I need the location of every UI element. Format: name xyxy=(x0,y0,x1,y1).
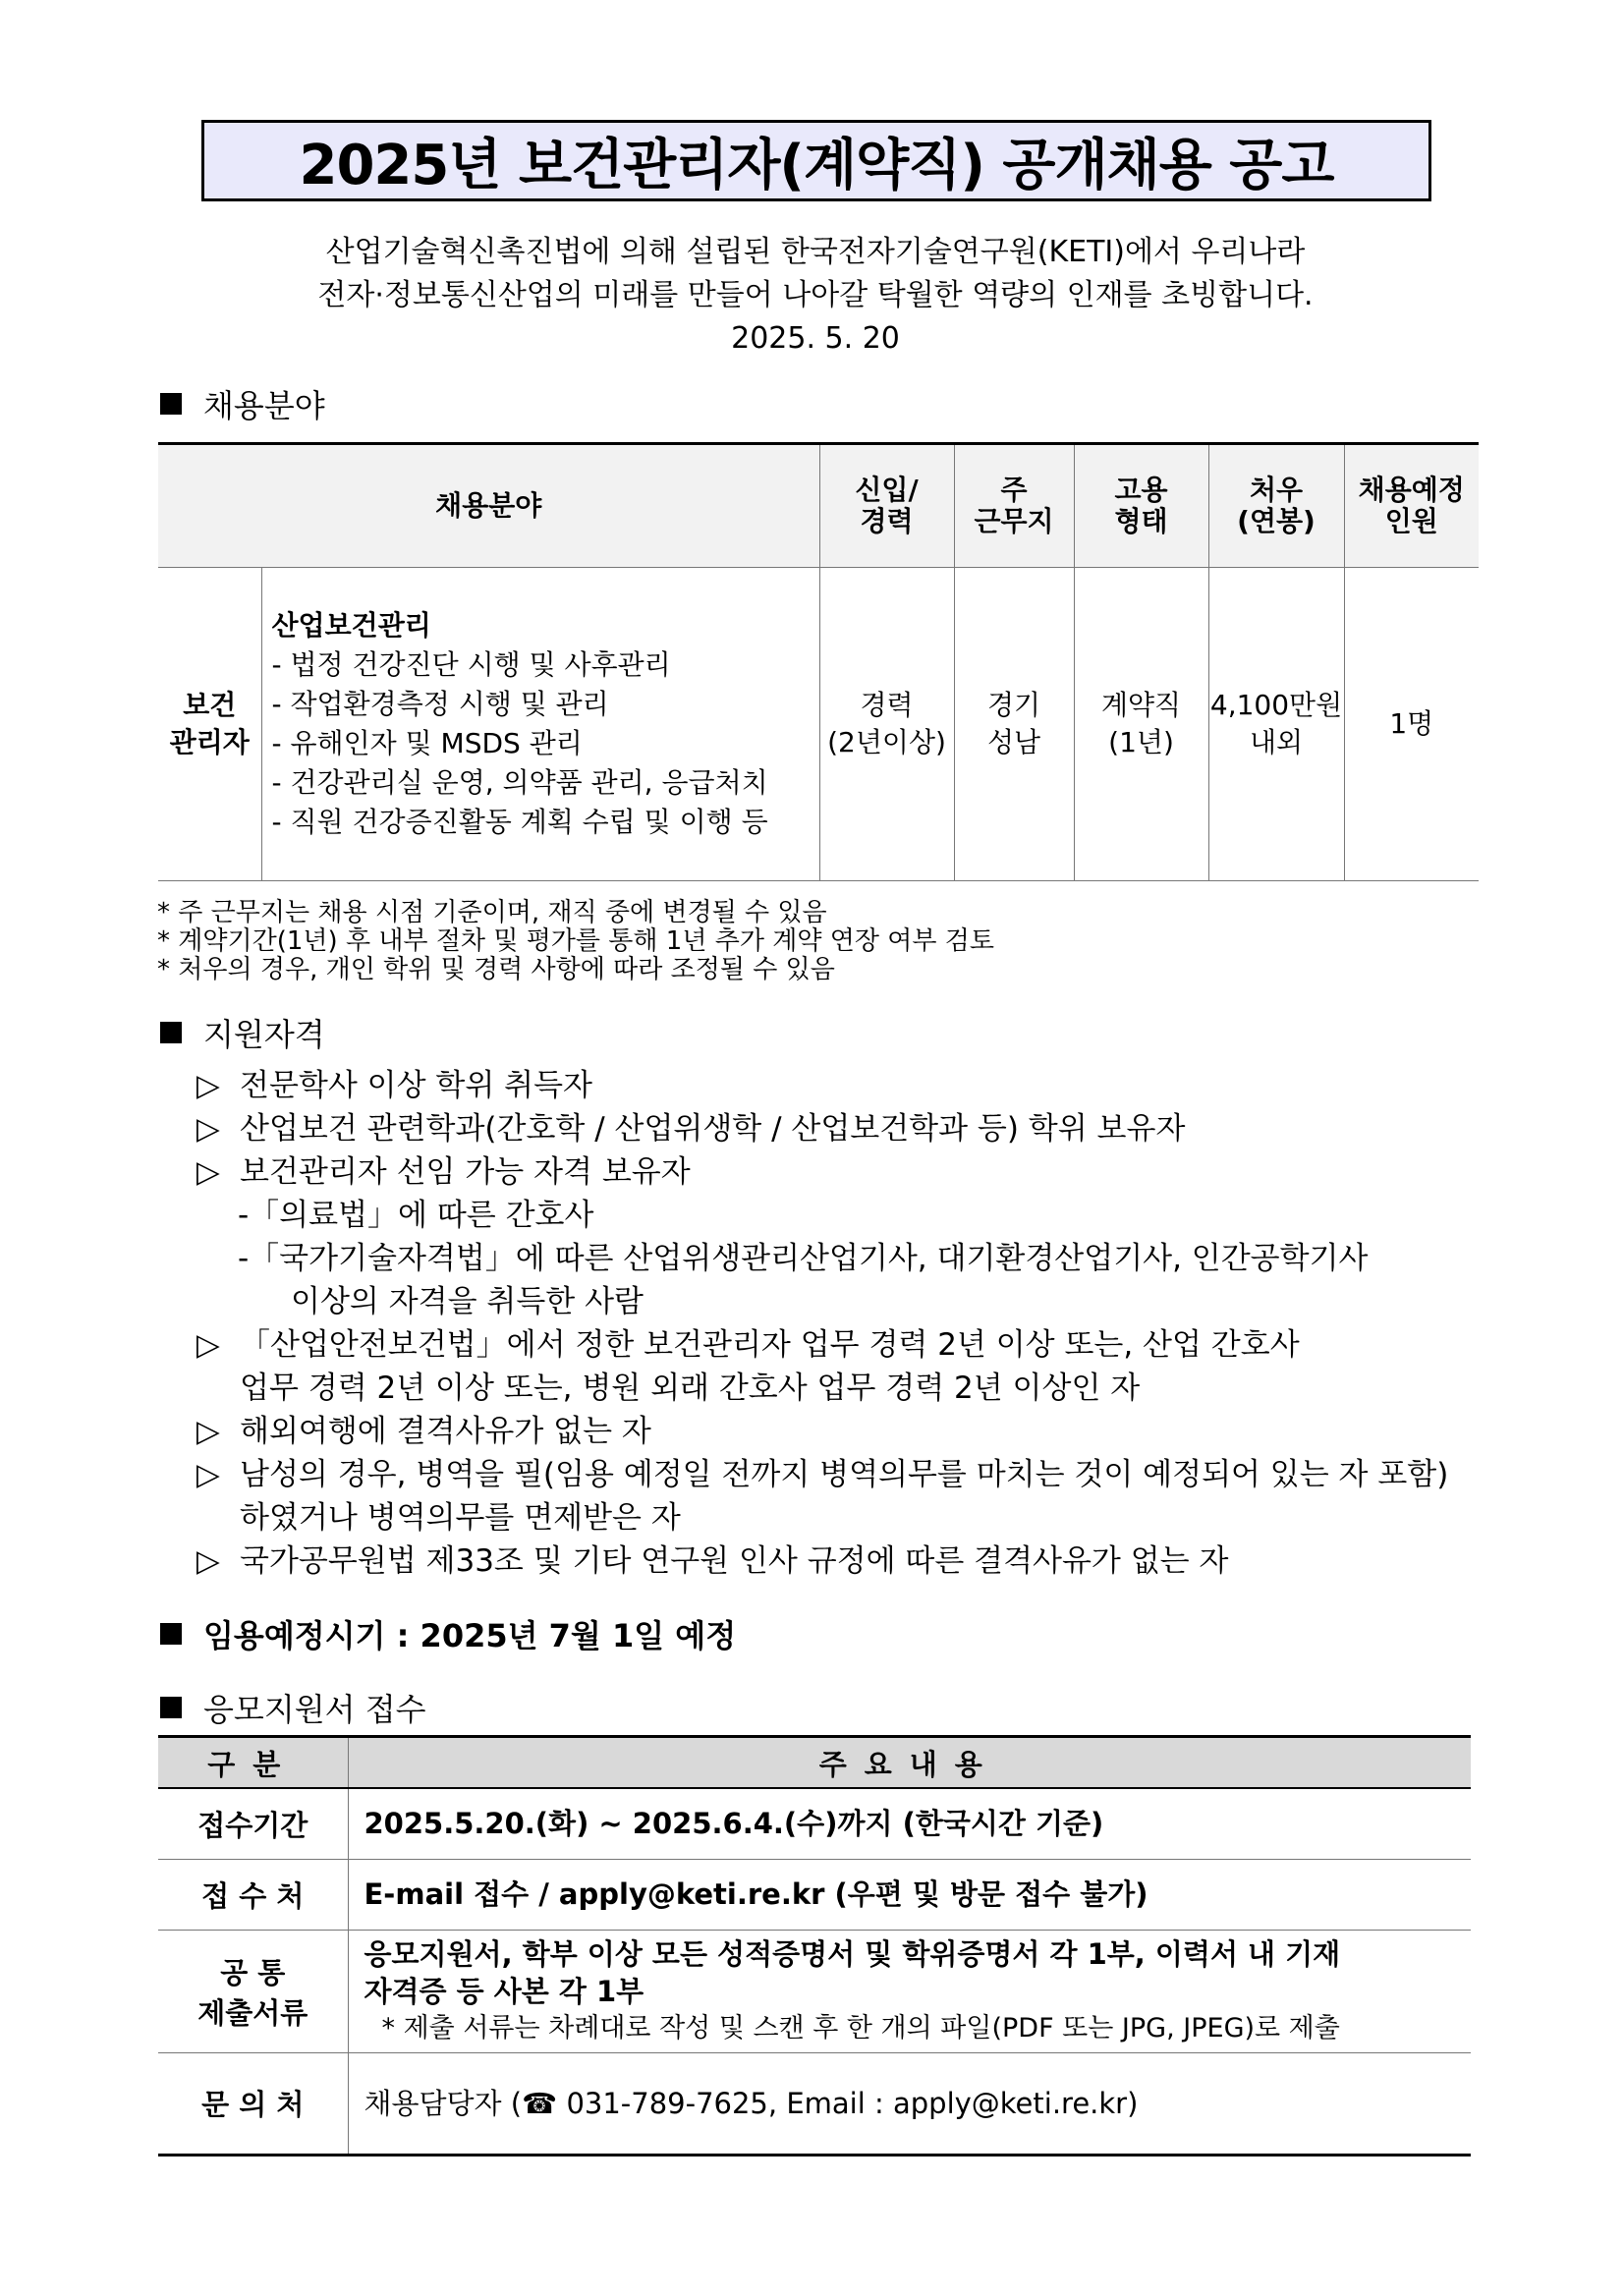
section-heading-text: 응모지원서 접수 xyxy=(203,1691,426,1728)
duty-item: - 법정 건강진단 시행 및 사후관리 xyxy=(271,648,671,681)
section-heading-text: 임용예정시기 : 2025년 7월 1일 예정 xyxy=(203,1617,737,1654)
table-row xyxy=(158,1788,1471,1859)
qualification-text: 전문학사 이상 학위 취득자 xyxy=(240,1068,592,1103)
table-row xyxy=(158,1859,1471,1930)
recruit-notes xyxy=(157,899,994,984)
section-heading-text: 채용분야 xyxy=(203,387,325,424)
triangle-bullet-icon: ▷ xyxy=(196,1111,220,1147)
note-line: * 계약기간(1년) 후 내부 절차 및 평가를 통해 1년 추가 계약 연장 여부 검토 xyxy=(157,926,994,956)
qualification-text: 보건관리자 선임 가능 자격 보유자 xyxy=(240,1154,691,1190)
list-item xyxy=(196,1107,1493,1150)
list-item xyxy=(196,1323,1493,1367)
header-field: 채용분야 xyxy=(158,444,819,568)
triangle-bullet-icon: ▷ xyxy=(196,1068,220,1103)
category-line1: 보건 xyxy=(183,689,237,721)
type-line1: 계약직 xyxy=(1100,689,1182,721)
header-salary-line2: (연봉) xyxy=(1237,505,1316,537)
list-item xyxy=(196,1453,1493,1496)
list-item xyxy=(196,1540,1493,1583)
duty-title: 산업보건관리 xyxy=(271,609,431,642)
table-header-row xyxy=(158,444,1479,568)
list-item xyxy=(196,1064,1493,1107)
docs-label-line2: 제출서류 xyxy=(197,1995,308,2030)
duty-item: - 작업환경측정 시행 및 관리 xyxy=(271,688,609,720)
location-line2: 성남 xyxy=(986,726,1041,758)
note-line: * 처우의 경우, 개인 학위 및 경력 사항에 따라 조정될 수 있음 xyxy=(157,955,835,984)
list-item xyxy=(196,1150,1493,1194)
section-heading-start-date xyxy=(160,1611,736,1656)
header-location xyxy=(954,444,1074,568)
docs-label xyxy=(158,1930,348,2052)
duties-cell xyxy=(261,568,819,881)
qualifications-list xyxy=(196,1064,1493,1583)
header-salary-line1: 처우 xyxy=(1249,474,1304,506)
intro-line-1: 산업기술혁신촉진법에 의해 설립된 한국전자기술연구원(KETI)에서 우리나라 xyxy=(325,235,1306,269)
docs-label-line1: 공 통 xyxy=(220,1955,286,1989)
application-table xyxy=(158,1735,1471,2156)
list-item xyxy=(196,1410,1493,1453)
type-cell xyxy=(1074,568,1208,881)
qualification-text: 남성의 경우, 병역을 필(임용 예정일 전까지 병역의무를 마치는 것이 예정되어 있는 자 포함) xyxy=(240,1457,1449,1492)
table-header-row xyxy=(158,1737,1471,1789)
duty-item: - 건강관리실 운영, 의약품 관리, 응급처치 xyxy=(271,766,768,799)
triangle-bullet-icon: ▷ xyxy=(196,1457,220,1492)
category-cell xyxy=(158,568,261,881)
intro-date: 2025. 5. 20 xyxy=(731,321,900,356)
header-headcount-line1: 채용예정 xyxy=(1358,474,1465,506)
qualification-text: 국가공무원법 제33조 및 기타 연구원 인사 규정에 따른 결격사유가 없는 자 xyxy=(240,1543,1229,1579)
triangle-bullet-icon: ▷ xyxy=(196,1154,220,1190)
headcount-cell: 1명 xyxy=(1344,568,1479,881)
intro-text xyxy=(157,231,1474,361)
table-row xyxy=(158,568,1479,881)
header-headcount xyxy=(1344,444,1479,568)
header-location-line1: 주 xyxy=(1000,474,1028,506)
qualification-text-cont: 업무 경력 2년 이상 또는, 병원 외래 간호사 업무 경력 2년 이상인 자 xyxy=(240,1371,1141,1406)
contact-value: 채용담당자 (☎ 031-789-7625, Email : apply@keti.re.kr) xyxy=(348,2052,1471,2155)
page-title: 2025년 보건관리자(계약직) 공개채용 공고 xyxy=(299,133,1334,197)
duty-item: - 직원 건강증진활동 계획 수립 및 이행 등 xyxy=(271,806,768,838)
qualification-text-cont: 하였거나 병역의무를 면제받은 자 xyxy=(240,1500,681,1536)
triangle-bullet-icon: ▷ xyxy=(196,1414,220,1449)
header-career-line1: 신입/ xyxy=(855,474,919,506)
header-type xyxy=(1074,444,1208,568)
triangle-bullet-icon: ▷ xyxy=(196,1543,220,1579)
docs-value-line2: 자격증 등 사본 각 1부 xyxy=(364,1974,644,2008)
salary-line1: 4,100만원 xyxy=(1209,689,1343,721)
location-line1: 경기 xyxy=(986,689,1041,721)
salary-line2: 내외 xyxy=(1249,726,1304,758)
section-heading-application xyxy=(160,1685,426,1730)
type-line2: (1년) xyxy=(1108,726,1174,758)
header-career-line2: 경력 xyxy=(860,505,914,537)
square-bullet-icon xyxy=(160,1623,182,1645)
header-type-line2: 형태 xyxy=(1114,505,1168,537)
qualification-text: 「산업안전보건법」에서 정한 보건관리자 업무 경력 2년 이상 또는, 산업 간호사 xyxy=(240,1327,1300,1363)
place-value: E-mail 접수 / apply@keti.re.kr (우편 및 방문 접수 불가) xyxy=(348,1859,1471,1930)
qualification-subitem: -「의료법」에 따른 간호사 xyxy=(238,1198,594,1233)
place-label: 접 수 처 xyxy=(158,1859,348,1930)
recruit-field-table xyxy=(158,442,1479,881)
section-heading-qualifications xyxy=(160,1010,325,1055)
docs-value-line1: 응모지원서, 학부 이상 모든 성적증명서 및 학위증명서 각 1부, 이력서 내 기재 xyxy=(364,1936,1341,1971)
duty-item: - 유해인자 및 MSDS 관리 xyxy=(271,727,583,759)
square-bullet-icon xyxy=(160,393,182,415)
header-career xyxy=(819,444,954,568)
header-content: 주요내용 xyxy=(348,1737,1471,1789)
docs-note: * 제출 서류는 차례대로 작성 및 스캔 후 한 개의 파일(PDF 또는 JPG, JPEG)로 제출 xyxy=(381,2012,1340,2044)
section-heading-recruit-field xyxy=(160,381,325,426)
header-headcount-line2: 인원 xyxy=(1384,505,1438,537)
salary-cell xyxy=(1208,568,1344,881)
square-bullet-icon xyxy=(160,1022,182,1043)
qualification-subitem-cont: 이상의 자격을 취득한 사람 xyxy=(291,1284,644,1319)
career-line2: (2년이상) xyxy=(827,726,946,758)
square-bullet-icon xyxy=(160,1697,182,1718)
triangle-bullet-icon: ▷ xyxy=(196,1327,220,1363)
career-line1: 경력 xyxy=(860,689,914,721)
career-cell xyxy=(819,568,954,881)
table-row xyxy=(158,2052,1471,2155)
title-box xyxy=(201,120,1431,201)
docs-value xyxy=(348,1930,1471,2052)
period-label: 접수기간 xyxy=(158,1788,348,1859)
qualification-text: 산업보건 관련학과(간호학 / 산업위생학 / 산업보건학과 등) 학위 보유자 xyxy=(240,1111,1186,1147)
category-line2: 관리자 xyxy=(169,726,250,758)
header-salary xyxy=(1208,444,1344,568)
period-value: 2025.5.20.(화) ~ 2025.6.4.(수)까지 (한국시간 기준) xyxy=(348,1788,1471,1859)
table-row xyxy=(158,1930,1471,2052)
header-category: 구분 xyxy=(158,1737,348,1789)
section-heading-text: 지원자격 xyxy=(203,1016,325,1053)
header-type-line1: 고용 xyxy=(1114,474,1168,506)
qualification-text: 해외여행에 결격사유가 없는 자 xyxy=(240,1414,651,1449)
qualification-subitem: -「국가기술자격법」에 따른 산업위생관리산업기사, 대기환경산업기사, 인간공학기사 xyxy=(238,1241,1369,1276)
note-line: * 주 근무지는 채용 시점 기준이며, 재직 중에 변경될 수 있음 xyxy=(157,898,827,927)
contact-label: 문 의 처 xyxy=(158,2052,348,2155)
header-location-line2: 근무지 xyxy=(974,505,1054,537)
intro-line-2: 전자·정보통신산업의 미래를 만들어 나아갈 탁월한 역량의 인재를 초빙합니다. xyxy=(317,278,1314,312)
location-cell xyxy=(954,568,1074,881)
